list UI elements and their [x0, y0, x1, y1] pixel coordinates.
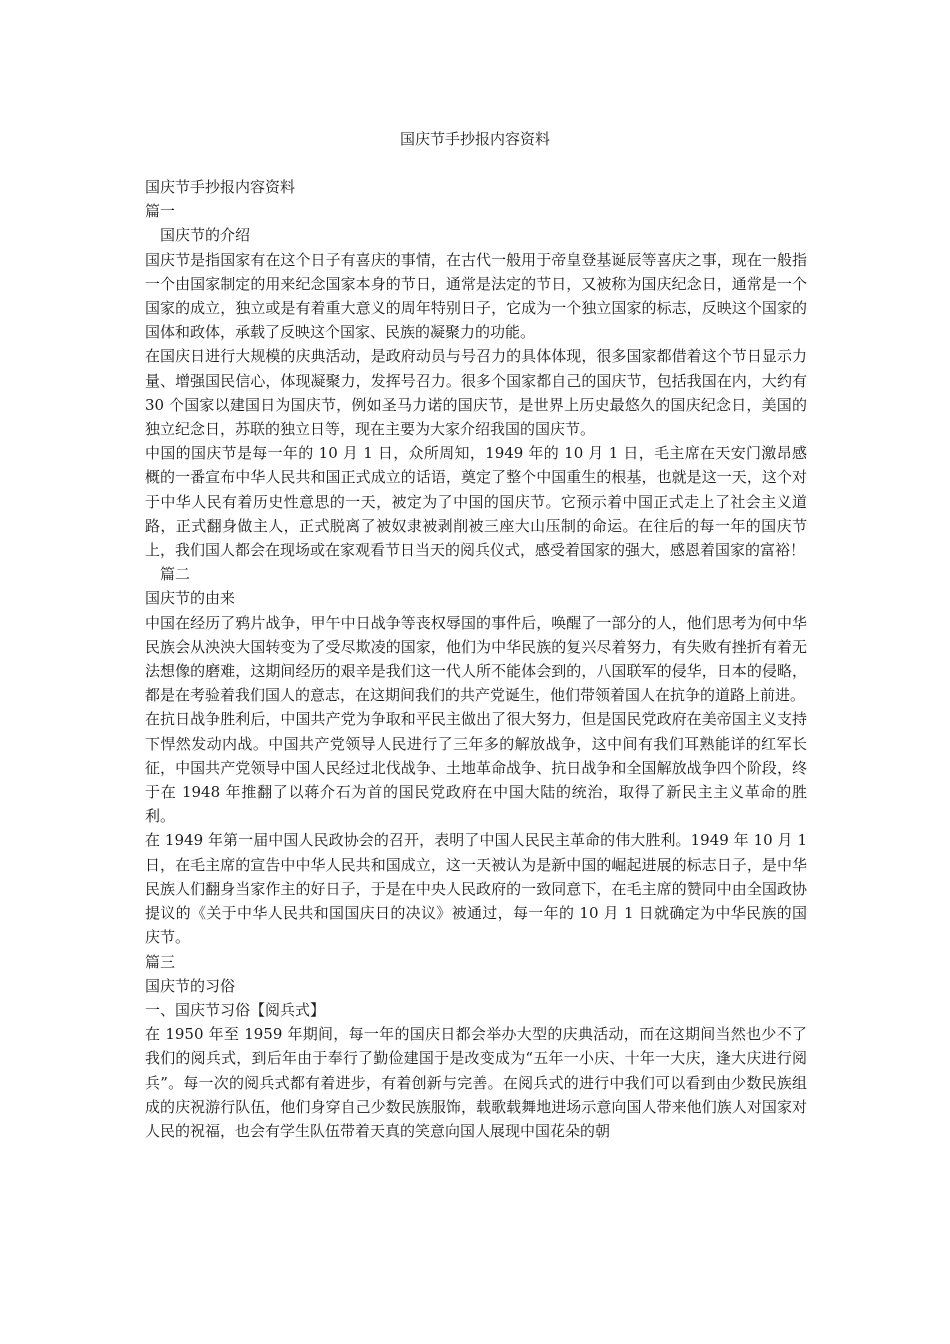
paragraph: 国庆节手抄报内容资料: [145, 178, 296, 196]
paragraph: 篇一: [145, 202, 176, 221]
paragraph: 中国的国庆节是每一年的 10 月 1 日，众所周知，1949 年的 10 月 1 日，毛主席在天安门激昂感概的一番宣布中华人民共和国正式成立的话语，奠定了整个中国重生的根基，也就是这一天，这个对于中华人民有着历史性意思的一天，被定为了中国的国庆节。它预示着中国正式走上了社会主义道路，正式翻身做主人，正式脱离了被奴隶被剥削被三座大山压制的命运。在往后的每一年的国庆节上，我们国人都会在现场或在家观看节日当天的阅兵仪式，感受着国家的强大，感恩着国家的富裕！: [145, 444, 807, 560]
paragraph: 篇三: [145, 952, 176, 971]
paragraph: 在国庆日进行大规模的庆典活动，是政府动员与号召力的具体体现，很多国家都借着这个节日显示力量、增强国民信心，体现凝聚力，发挥号召力。很多个国家都自己的国庆节，包括我国在内，大约有 30 个国家以建国日为国庆节，例如圣马力诺的国庆节，是世界上历史最悠久的国庆纪念日，美国的独立纪念日，苏联的独立日等，现在主要为大家介绍我国的国庆节。: [145, 347, 807, 439]
paragraph: 国庆节的介绍: [160, 226, 251, 245]
paragraph: 一、国庆节习俗【阅兵式】: [145, 1000, 326, 1019]
paragraph: 中国在经历了鸦片战争，甲午中日战争等丧权辱国的事件后，唤醒了一部分的人，他们思考为何中华民族会从泱泱大国转变为了受尽欺凌的国家，他们为中华民族的复兴尽着努力，有失败有挫折有着无法想像的磨难，这期间经历的艰辛是我们这一代人所不能体会到的，八国联军的侵华，日本的侵略，都是在考验着我们国人的意志，在这期间我们的共产党诞生，他们带领着国人在抗争的道路上前进。: [145, 613, 807, 705]
paragraph: 在抗日战争胜利后，中国共产党为争取和平民主做出了很大努力，但是国民党政府在美帝国主义支持下悍然发动内战。中国共产党领导人民进行了三年多的解放战争，这中间有我们耳熟能详的红军长征，中国共产党领导中国人民经过北伐战争、土地革命战争、抗日战争和全国解放战争四个阶段，终于在 1948 年推翻了以蒋介石为首的国民党政府在中国大陆的统治，取得了新民主主义革命的胜利。: [145, 710, 807, 826]
paragraph: 国庆节是指国家有在这个日子有喜庆的事情，在古代一般用于帝皇登基诞辰等喜庆之事，现在一般指一个由国家制定的用来纪念国家本身的节日，通常是法定的节日，又被称为国庆纪念日，通常是一个国家的成立，独立或是有着重大意义的周年特别日子，它成为一个独立国家的标志，反映这个国家的国体和政体，承载了反映这个国家、民族的凝聚力的功能。: [145, 250, 807, 342]
paragraph: 国庆节的由来: [145, 589, 236, 608]
document-body: [145, 175, 807, 1143]
document-title: 国庆节手抄报内容资料: [399, 130, 550, 148]
paragraph: 在 1949 年第一届中国人民政协会的召开，表明了中国人民民主革命的伟大胜利。1949 年 10 月 1 日，在毛主席的宣告中中华人民共和国成立，这一天被认为是新中国的崛起进展的标志日子，是中华民族人们翻身当家作主的好日子，于是在中央人民政府的一致同意下，在毛主席的赞同中由全国政协提议的《关于中华人民共和国国庆日的决议》被通过，每一年的 10 月 1 日就确定为中华民族的国庆节。: [145, 831, 807, 947]
paragraph: 国庆节的习俗: [145, 976, 236, 995]
paragraph: 篇二: [160, 565, 191, 584]
paragraph: 在 1950 年至 1959 年期间，每一年的国庆日都会举办大型的庆典活动，而在这期间当然也少不了我们的阅兵式，到后年由于奉行了勤俭建国于是改变成为“五年一小庆、十年一大庆，逢大庆进行阅兵”。每一次的阅兵式都有着进步，有着创新与完善。在阅兵式的进行中我们可以看到由少数民族组成的庆祝游行队伍，他们身穿自己少数民族服饰，载歌载舞地进场示意向国人带来他们族人对国家对人民的祝福，也会有学生队伍带着天真的笑意向国人展现中国花朵的朝: [145, 1025, 807, 1140]
